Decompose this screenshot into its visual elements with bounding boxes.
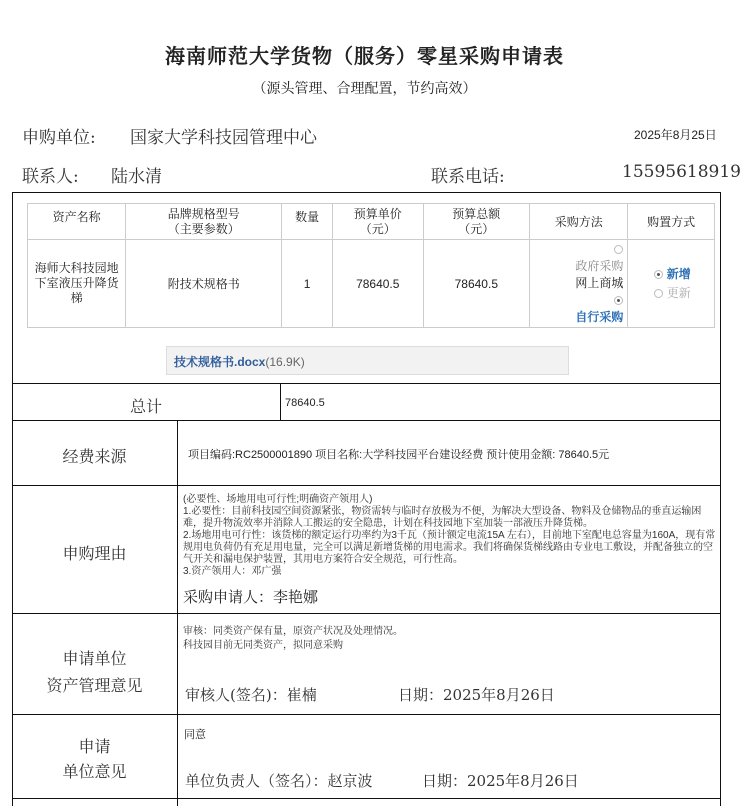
asset-opinion-label-2: 资产管理意见 [46,676,143,695]
divider-label-col [177,420,178,806]
attachment-link[interactable]: 技术规格书.docx [174,355,266,369]
unit-value: 国家大学科技园管理中心 [130,128,317,148]
asset-opinion-text-1: 审核：同类资产保有量，原资产状况及处理情况。 [183,626,403,637]
radio-self-procurement[interactable] [614,296,623,305]
attachment-size: (16.9K) [265,355,305,369]
divider-total-bottom [12,420,721,421]
asset-opinion-label [12,645,177,699]
divider-total-col [280,383,281,420]
reason-line-1: 1.必要性：目前科技园空间资源紧张，物资需转与临时存放极为不便，为解决大型设备、物料及仓储物品的垂直运输困难，提升物流效率并消除人工搬运的安全隐患，计划在科技园地下室加装一部液压升降货梯。 [183,506,702,529]
funding-label: 经费来源 [62,447,127,466]
asset-opinion-label-1: 申请单位 [62,649,127,668]
unit-opinion-label [12,734,177,784]
total-value: 78640.5 [285,397,325,409]
unit-opinion-signer: 单位负责人（签名）：赵京波 [185,772,373,790]
option-online-mall: 网上商城 [575,276,624,290]
reason-applicant: 采购申请人：李艳娜 [183,588,319,606]
asset-opinion-signer: 审核人(签名)：崔楠 [185,686,317,704]
method-options [530,240,628,328]
radio-new[interactable] [654,270,663,279]
item-unit-price: 78640.5 [332,240,423,328]
unit-opinion-text: 同意 [184,728,206,741]
col-qty: 数量 [282,204,333,240]
radio-update[interactable] [654,289,663,298]
item-spec: 附技术规格书 [126,240,282,328]
col-buy-type: 购置方式 [628,204,715,240]
request-date: 2025年8月25日 [634,128,717,142]
option-gov-procurement: 政府采购 [575,259,624,273]
unit-opinion-label-1: 申请 [78,737,111,756]
divider-asset-bottom [12,714,721,715]
divider-unit-bottom [12,798,721,799]
asset-opinion-text-2: 科技园目前无同类资产，拟同意采购 [183,640,343,651]
reason-line-2: 2.场地用电可行性：该货梯的额定运行功率约为3千瓦（预计额定电流15A 左右），目前地下室配电总容量为160A，现有常规用电负荷仍有充足用电量，完全可以满足新增货梯的用电需求。我们将确保货梯线路由专业电工敷设，并配备独立的空气开关和漏电保护装置，其用电方案符合安全规范，可行性高。 [183,530,716,565]
form-title: 海南师范大学货物（服务）零星采购申请表 [165,44,564,68]
asset-opinion-date: 日期：2025年8月26日 [398,686,555,704]
attachment-bar [166,346,569,375]
col-name: 资产名称 [28,204,126,240]
table-row [28,240,715,328]
divider-total-top [12,383,721,384]
col-total: 预算总额 （元） [423,204,529,240]
divider-reason-bottom [12,613,721,614]
total-label: 总计 [129,397,162,416]
unit-opinion-label-2: 单位意见 [62,762,127,781]
reason-label: 申购理由 [62,544,127,563]
col-unit-price: 预算单价 （元） [332,204,423,240]
option-new: 新增 [666,266,691,281]
unit-opinion-date: 日期：2025年8月26日 [422,772,579,790]
item-name: 海师大科技园地下室液压升降货梯 [28,240,126,328]
phone-label: 联系电话: [431,167,505,187]
radio-gov-procurement[interactable] [614,245,623,254]
item-qty: 1 [282,240,333,328]
reason-line-3: 3.资产领用人：邓广强 [183,566,282,577]
form-subtitle: （源头管理、合理配置，节约高效） [252,81,477,97]
funding-text: 项目编码:RC2500001890 项目名称:大学科技园平台建设经费 预计使用金额: 78640.5元 [188,449,610,461]
contact-value: 陆水清 [111,167,162,187]
reason-heading: (必要性、场地用电可行性;明确资产领用人) [183,494,373,505]
col-method: 采购方法 [530,204,628,240]
phone-value: 15595618919 [622,162,741,182]
divider-funding-bottom [12,485,721,486]
buy-options [628,240,715,328]
col-spec: 品牌规格型号 （主要参数） [126,204,282,240]
unit-label: 申购单位: [22,128,96,148]
option-update: 更新 [666,285,691,300]
option-self-procurement: 自行采购 [575,310,624,324]
reason-content [183,494,717,578]
items-table [27,203,715,328]
frame-top [12,192,721,193]
item-total: 78640.5 [423,240,529,328]
contact-label: 联系人: [22,167,79,187]
